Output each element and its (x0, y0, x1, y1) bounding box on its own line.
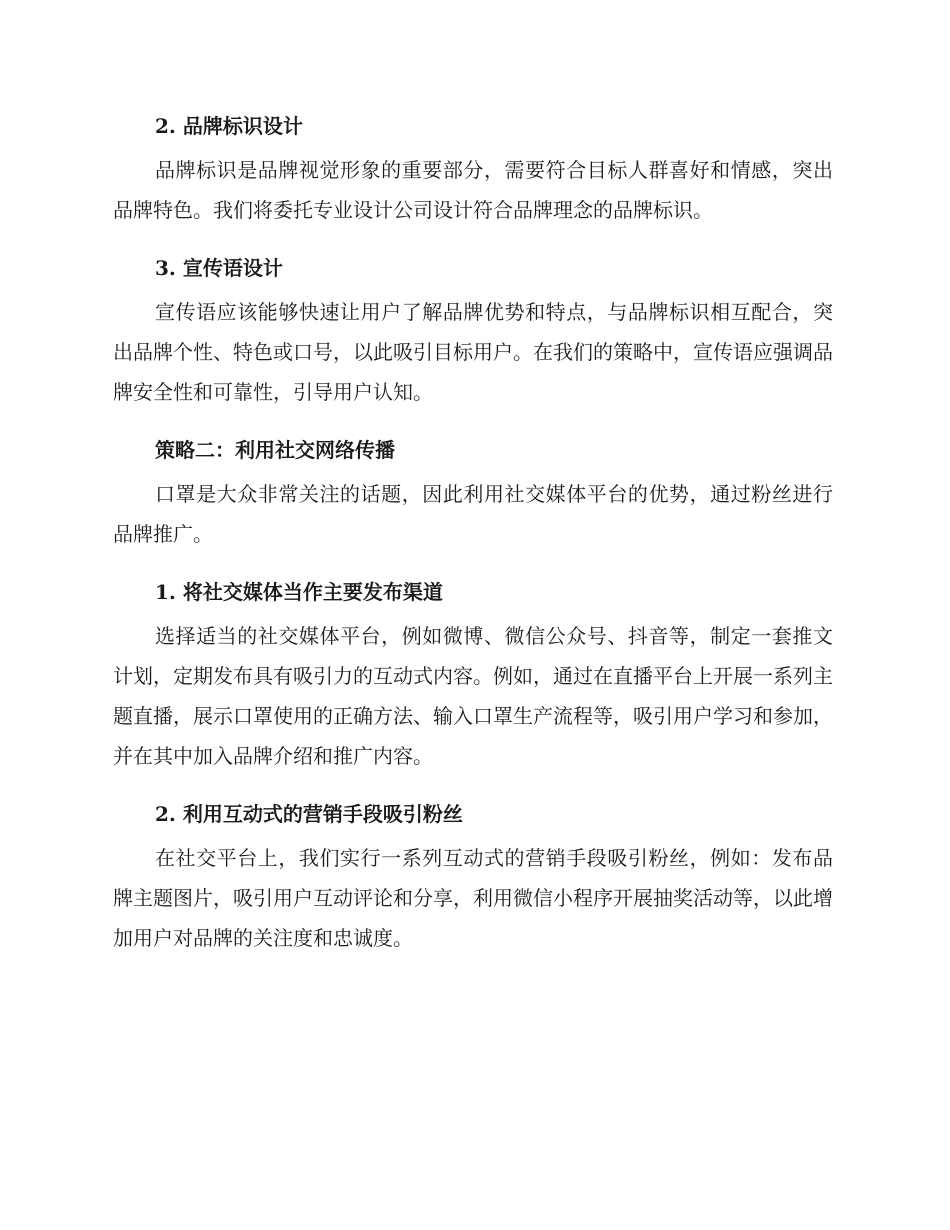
section-heading-strategy-two: 策略二：利用社交网络传播 (155, 438, 395, 462)
section-heading-interactive-marketing: 2. 利用互动式的营销手段吸引粉丝 (155, 802, 463, 826)
section-paragraph-interactive-marketing: 在社交平台上，我们实行一系列互动式的营销手段吸引粉丝，例如：发布品牌主题图片，吸引用户互动评论和分享，利用微信小程序开展抽奖活动等，以此增加用户对品牌的关注度和忠诚度。 (113, 846, 833, 950)
section-heading-brand-logo: 2. 品牌标识设计 (155, 114, 303, 138)
section-heading-slogan: 3. 宣传语设计 (155, 256, 283, 280)
section-heading-social-channel: 1. 将社交媒体当作主要发布渠道 (155, 580, 443, 604)
section-paragraph-social-channel: 选择适当的社交媒体平台，例如微博、微信公众号、抖音等，制定一套推文计划，定期发布具有吸引力的互动式内容。例如，通过在直播平台上开展一系列主题直播，展示口罩使用的正确方法、输入口罩生产流程等，吸引用户学习和参加，并在其中加入品牌介绍和推广内容。 (113, 624, 833, 768)
section-paragraph-strategy-two: 口罩是大众非常关注的话题，因此利用社交媒体平台的优势，通过粉丝进行品牌推广。 (113, 482, 833, 546)
section-paragraph-brand-logo: 品牌标识是品牌视觉形象的重要部分，需要符合目标人群喜好和情感，突出品牌特色。我们将委托专业设计公司设计符合品牌理念的品牌标识。 (113, 158, 833, 222)
document-body (113, 106, 833, 976)
section-paragraph-slogan: 宣传语应该能够快速让用户了解品牌优势和特点，与品牌标识相互配合，突出品牌个性、特色或口号，以此吸引目标用户。在我们的策略中，宣传语应强调品牌安全性和可靠性，引导用户认知。 (113, 300, 833, 404)
